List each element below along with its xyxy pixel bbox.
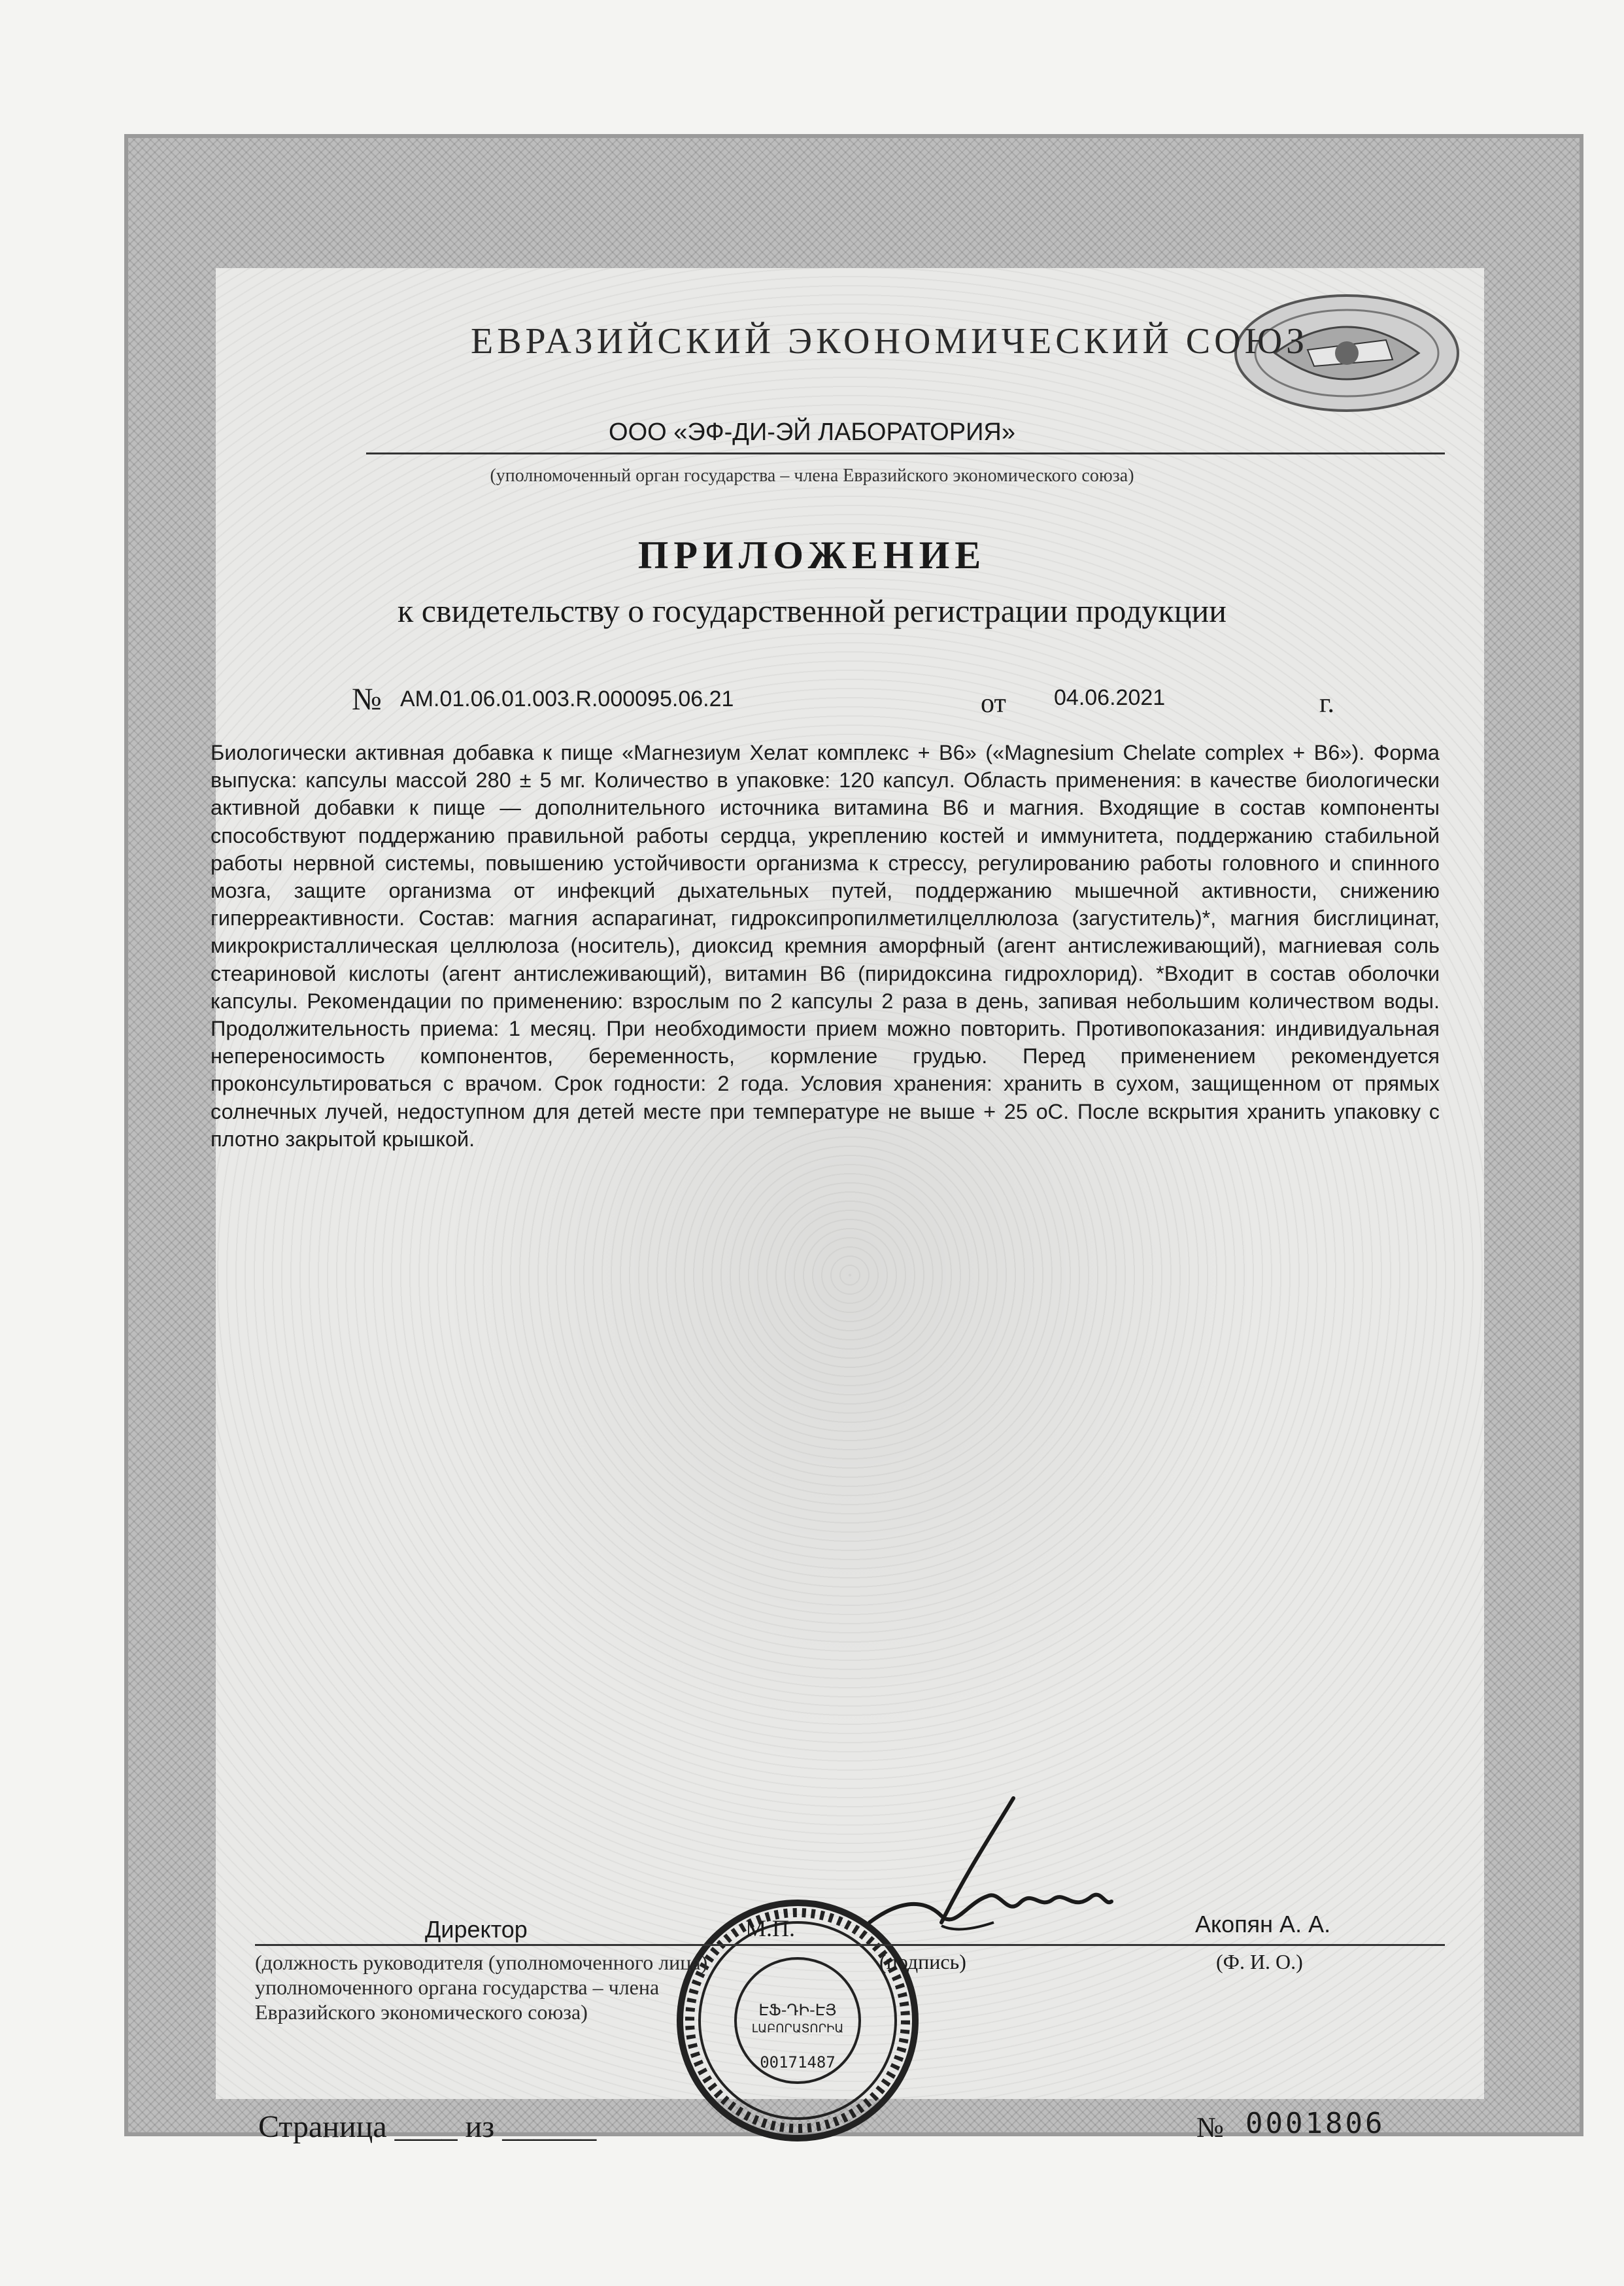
name-caption: (Ф. И. О.) [1216,1950,1303,1973]
organization-caption: (уполномоченный орган государства – члена Евразийского экономического союза) [490,466,1134,486]
seal-number: 00171487 [760,2053,836,2072]
organization-underline [366,452,1445,454]
registration-number-sign: № [352,682,382,717]
date-suffix: г. [1319,689,1334,719]
stamp-place-label: М.П. [745,1915,796,1941]
director-position: Директор [425,1916,528,1943]
signatory-name: Акопян А. А. [1195,1911,1331,1937]
svg-text:ԷՖ-ԴԻ-ԷՅ: ԷՖ-ԴԻ-ԷՅ [758,2001,837,2019]
registration-date: 04.06.2021 [1054,685,1166,710]
signature-line [255,1944,1445,1946]
document-title: ПРИЛОЖЕНИЕ [637,534,987,577]
position-caption: (должность руководителя (уполномоченного лица) уполномоченного органа государства – члена Евразийского экономического союза) [255,1951,708,2024]
product-description: Биологически активная добавка к пище «Магнезиум Хелат комплекс + B6» («Magnesium Chelate complex + B6»). Форма выпуска: капсулы массой 280 ± 5 мг. Количество в упаковке: 120 капсул. Область применения: в качестве биологически активной добавки к пище — дополнительного источника витамина B6 и магния. Входящие в состав компоненты способствуют поддержанию правильной работы сердца, укреплению костей и иммунитета, поддержанию стабильной работы нервной системы, повышению устойчивости организма к стрессу, регулированию работы головного и спинного мозга, защите организма от инфекций дыхательных путей, поддержанию мышечной активности, снижению гиперреактивности. Состав: магния аспарагинат, гидроксипропилметилцеллюлоза (загуститель)*, магния бисглицинат, микрокристаллическая целлюлоза (носитель), диоксид кремния аморфный (агент антислеживающий), магниевая соль стеариновой кислоты (агент антислеживающий), витамин B6 (пиридоксина гидрохлорид). *Входит в состав оболочки капсулы. Рекомендации по применению: взрослым по 2 капсулы 2 раза в день, запивая небольшим количеством воды. Продолжительность приема: 1 месяц. При необходимости прием можно повторить. Противопоказания: индивидуальная непереносимость компонентов, беременность, кормление грудью. Перед применением рекомендуется проконсультироваться с врачом. Срок годности: 2 года. Условия хранения: хранить в сухом, защищенном от прямых солнечных лучей, недоступном для детей месте при температуре не выше + 25 оС. После вскрытия хранить упаковку с плотно закрытой крышкой. [211,741,1440,1151]
registration-number: AM.01.06.01.003.R.000095.06.21 [400,687,734,711]
document-number-sign: № [1196,2111,1224,2143]
document-number: 0001806 [1245,2107,1385,2140]
union-name: ЕВРАЗИЙСКИЙ ЭКОНОМИЧЕСКИЙ СОЮЗ [471,321,1309,362]
signature-caption: (подпись) [879,1950,966,1973]
document-subtitle: к свидетельству о государственной регистрации продукции [398,592,1226,629]
date-prefix: от [981,689,1006,719]
page-counter: Страница ____ из ______ [258,2109,597,2144]
svg-text:ԼԱԲՈՐԱՏՈՐԻԱ: ԼԱԲՈՐԱՏՈՐԻԱ [751,2022,844,2036]
organization-name: ООО «ЭФ-ДИ-ЭЙ ЛАБОРАТОРИЯ» [609,418,1015,446]
